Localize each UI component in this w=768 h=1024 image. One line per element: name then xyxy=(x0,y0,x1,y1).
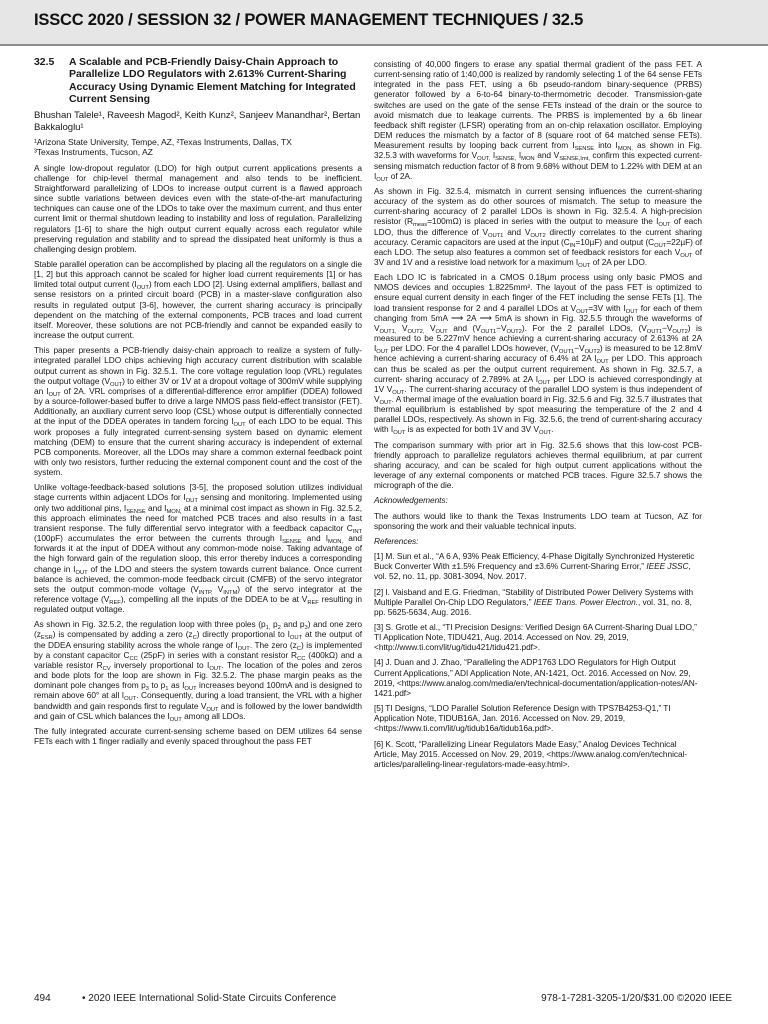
body-paragraph: As shown in Fig. 32.5.2, the regulation loop with three poles ($p_{1,}$ $p_2$ and $p_3$) and one zero $(z_{ESR})$ is compensated by adding a zero $(z_C)$ directly proportional to $I_{OUT}$ at the output of the DDEA ensuring stability across the whole range of $I_{OUT}$. The zero $(z_C)$ is implemented by a constant capacitor $C_{CC}$ (25pF) in series with a constant resistor $R_{CC}$ (400kΩ) and a variable resistor $R_{CV}$ inversely proportional to $I_{OUT}$. The location of the poles and zeros and bode plots for the loop are shown in Fig. 32.5.2. The phase margin peaks as the dominant pole changes from $p_3$ to $p_1$ as $I_{OUT}$ increases beyond 100mA and is designed to remain above 60° at all $I_{OUT}$. Consequently, during a load transient, the VRL with a higher bandwidth and gain responds first to regulate $V_{OUT}$ and is followed by the lower bandwidth and gain of CSL which balances the $I_{OUT}$ among all LDOs. xyxy=(34,619,362,723)
title-block xyxy=(34,56,362,105)
body-paragraph: A single low-dropout regulator (LDO) for high output current applications presents a challenge for chip-level thermal management and also tends to be inefficient. Straightforward parallelizing of LDOs to increase output current is a flawed approach since subtle variations between devices even with the state-of-the-art manufacturing techniques can cause one of the LDOs to take over the maximum current, and thus enter current limit or thermal shutdown leading to instability and loss of regulation. Parallelizing regulators [1-6] to share the high output current equally across each regulator while preserving regulation and stability and to spread the dissipated heat uniformly is thus a challenging design problem. xyxy=(34,162,362,254)
reference-item: [6] K. Scott, “Parallelizing Linear Regulators Made Easy,” Analog Devices Technical Article, May 2015. Accessed on Nov. 29, 2019, <https://www.analog.com/en/technical-articles/paralleling-linear-regulators-made-easy.html>. xyxy=(374,738,688,769)
reference-item: [4] J. Duan and J. Zhao, “Paralleling the ADP1763 LDO Regulators for High Output Current Applications,” ADI Application Note, AN-1421, Oct. 2016. Accessed on Nov. 29, 2019, <https://www.analog.com/media/en/technical-documentation/application-notes/AN-1421.pdf> xyxy=(374,657,698,698)
right-column xyxy=(374,59,702,774)
acknowledgements-heading: Acknowledgements: xyxy=(374,495,448,506)
paper-title: A Scalable and PCB-Friendly Daisy-Chain Approach to Parallelize LDO Regulators with 2.613% Current-Sharing Accuracy Using Dynamic Element Matching for Integrated Current Sensing xyxy=(69,56,356,105)
isbn-copyright: 978-1-7281-3205-1/20/$31.00 ©2020 IEEE xyxy=(541,993,732,1004)
body-paragraph: The comparison summary with prior art in Fig. 32.5.6 shows that this low-cost PCB-friendly approach to parallelize regulators achieves thermal equilibrium, at par current sharing accuracy, and can be scaled for high output current applications without the leverage of any external components or matched PCB traces. Figure 32.5.7 shows the micrograph of the die. xyxy=(374,439,702,491)
header-title: ISSCC 2020 / SESSION 32 / POWER MANAGEMENT TECHNIQUES / 32.5 xyxy=(34,11,584,29)
body-paragraph: The fully integrated accurate current-sensing scheme based on DEM utilizes 64 sense FETs each with 1 finger radially and evenly spaced throughout the pass FET xyxy=(34,725,362,747)
body-paragraph: Unlike voltage-feedback-based solutions [3-5], the proposed solution utilizes individual stage currents within adjacent LDOs for $I_{OUT}$ sensing and monitoring. Implemented using only two additional pins, $I_{SENSE}$ and $I_{MON,}$ at a minimal cost impact as shown in Fig. 32.5.2, this approach eliminates the need for matched PCB traces and also results in a fast transient response. The fully differential servo integrator with a feedback capacitor $C_{INT}$ (100pF) accumulates the error between the currents through $I_{SENSE}$ and $I_{MON,}$ and forwards it at the input of DDEA without any common-mode noise. Taking advantage of the high forward gain of the regulation sloop, this error thereby induces a corresponding change in $I_{OUT}$ of the LDO and steers the system towards current balance. Once current balance is achieved, the common-mode feedback circuit (CMFB) of the servo integrator sets the output common-mode voltage ($V_{INTP,}$ $V_{INTM}$) of the servo integrator at the reference voltage $(V_{REF})$, compelling all the inputs of the DDEA to be at $V_{REF}$ resulting in regulated output voltage. xyxy=(34,482,363,615)
section-number: 32.5 xyxy=(34,56,55,68)
reference-item: [2] I. Vaisband and E.G. Friedman, “Stability of Distributed Power Delivery Systems with Multiple Parallel On-Chip LDO Regulators,” IEEE Trans. Power Electron., vol. 31, no. 8, pp. 5625-5634, Aug. 2016. xyxy=(374,586,694,617)
running-header xyxy=(0,0,768,46)
body-paragraph: consisting of 40,000 fingers to erase any spatial thermal gradient of the pass FET. A current-sensing ratio of 1:40,000 is realized by randomly selecting 1 of the 64 sense FETs integrated in the pass FET, using a 6b pseudo-random binary-sequence (PRBS) generator followed by a 6-to-64 binary-to-thermometric decoder. Transmission-gate switches are used on the gate of the sense FETs instead of the drain or the source to avoid mismatch due to leakage currents. The PRBS is implemented by a 6b linear feedback shift register (LFSR) operating from an on-chip relaxation oscillator. Employing DEM reduces the mismatch by a factor of 8 (square root of 64 matched sense FETs). Measurement results by looping back current from $I_{SENSE}$ into $I_{MON,}$ as shown in Fig. 32.5.3 with waveforms for $V_{OUT,}$ $I_{SENSE,}$ $I_{MON}$ and $V_{SENSE,Imt,}$ confirm this expected current-sensing mismatch reduction factor of 8 from 9.68% without DEM to 1.22% with DEM at an $I_{OUT}$ of 2A. xyxy=(374,59,702,183)
body-paragraph: This paper presents a PCB-friendly daisy-chain approach to realize a system of fully-integrated parallel LDO chips achieving high accuracy current distribution with scalable output current as shown in Fig. 32.5.1. The core voltage regulation loop (VRL) regulates the output voltage $(V_{OUT})$ to either 3V or 1V at a dropout voltage of 300mV while supplying an $I_{OUT}$ of 2A. VRL comprises of a differential-difference error amplifier (DDEA) followed by a source-follower-based buffer to drive a large NMOS pass field-effect transistor (FET). Additionally, an auxiliary current servo loop (CSL) whose output is differentially connected at the input of the DDEA operates in tandem forcing $I_{OUT}$ of each LDO to be equal. This work proposes a fully integrated current-sensing system based on dynamic element matching (DEM) to ensure that the current sharing accuracy is independent of external PCB components. Moreover, all the LDOs may share a common external feedback point with only two resistors, further reducing the external component count and the cost of the system. xyxy=(34,345,362,478)
reference-item: [3] S. Grotle et al., “TI Precision Designs: Verified Design 6A Current-Sharing Dual LDO,” TI Application Note, TIDU421, Aug. 2014. Accessed on Nov. 29, 2019, <http://www.ti.com/lit/ug/tidu421/tidu421.pdf>. xyxy=(374,621,697,653)
left-column xyxy=(34,56,362,751)
body-paragraph: As shown in Fig. 32.5.4, mismatch in current sensing influences the current-sharing accuracy of the system as do other sources of mismatch. The setup to measure the current-sharing accuracy of 2 parallel LDOs is shown in Fig. 32.5.4. A high-precision resistor $(R_{meas}=100m\Omega)$ is placed in series with the output to measure the $I_{OUT}$ of each LDO, thus the difference of $V_{OUT1}$ and $V_{OUT2}$ directly correlates to the current sharing accuracy. Ceramic capacitors are used at the input $(C_{IN}=10\mu F)$ and output $(C_{OUT}=22\mu F)$ of each LDO. The setup also features a common set of feedback resistors for each $V_{OUT}$ of 3V and 1V and a resistive load network for a maximum $I_{OUT}$ of 2A per LDO. xyxy=(374,185,702,269)
affiliation-line: ¹Arizona State University, Tempe, AZ, ²Texas Instruments, Dallas, TX xyxy=(34,137,292,148)
page-number: 494 xyxy=(34,993,51,1004)
body-paragraph: Each LDO IC is fabricated in a CMOS 0.18µm process using only basic PMOS and NMOS devices and occupies 1.8225mm². The layout of the pass FET is optimized to ensure equal current density in each finger of the FET including the sense FETs [1]. The load transient response for 2 and 4 parallel LDOs at $V_{OUT}=3V$ with $I_{OUT}$ for each of them changing from 5mA ⟶ 2A ⟶ 5mA is shown in Fig. 32.5.5 through the waveforms of $V_{OUT1,}$ $V_{OUT2,}$ $V_{OUT}$ and $(V_{OUT1}-V_{OUT2})$. For the 2 parallel LDOs, $(V_{OUT1}-V_{OUT2})$ is measured to be 5.227mV hence achieving a current-sharing accuracy of 2.613% at 2A $I_{OUT}$ per LDO. For the 4 parallel LDOs however, $(V_{OUT1}-V_{OUT2})$ is measured to be 12.8mV hence achieving a current-sharing accuracy of 6.4% at 2A $I_{OUT}$ per LDO. This approach can thus be scaled as per the output current requirement. As shown in Fig. 32.5.7, a current- sharing accuracy of 2.789% at 2A $I_{OUT}$ per LDO is achieved correspondingly at 1V $V_{OUT}$. The current-sharing accuracy of the parallel LDO system is thus independent of $V_{OUT}$. A thermal image of the evaluation board in Fig. 32.5.6 and Fig. 32.5.7 illustrates that thermal equilibrium is established by spot measuring the temperature of the 2 and 4 parallel LDOs, respectively. As shown in Fig. 32.5.6, the trend of current-sharing accuracy with $I_{OUT}$ is as expected for both 1V and 3V $V_{OUT}$. xyxy=(374,272,703,437)
reference-item: [5] TI Designs, “LDO Parallel Solution Reference Design with TPS7B4253-Q1,” TI Application Note, TIDUB16A, Jan. 2016. Accessed on Nov. 29, 2019, <https://www.ti.com/lit/ug/tidub16a/tidub16a.pdf>. xyxy=(374,703,671,734)
body-paragraph: Stable parallel operation can be accomplished by placing all the regulators on a single die [1, 2] but this approach cannot be scaled for higher load current requirements [1] or has limited total output current $(I_{OUT})$ from each LDO [2]. Using external amplifiers, ballast and sense resistors on a printed circuit board (PCB) in a master-slave configuration also results in regulated output [3-6], however, the current sharing accuracy is principally dependent on the matching of the external components, PCB traces and load current itself. Moreover, these solutions are not PCB-friendly and cannot be expanded easily to increase the output current. xyxy=(34,259,362,341)
page-footer xyxy=(0,990,768,1010)
references-heading: References: xyxy=(374,535,419,546)
reference-item: [1] M. Sun et al., “A 6 A, 93% Peak Efficiency, 4-Phase Digitally Synchronized Hysteretic Buck Converter With ±1.5% Frequency and ±3.6% Current-Sharing Error,” IEEE JSSC, vol. 52, no. 11, pp. 3081-3094, Nov. 2017. xyxy=(374,551,695,582)
conference-name: • 2020 IEEE International Solid-State Circuits Conference xyxy=(82,993,337,1004)
affiliation-line: ³Texas Instruments, Tucson, AZ xyxy=(34,147,153,158)
acknowledgements-text: The authors would like to thank the Texas Instruments LDO team at Tucson, AZ for sponsoring the work and their valuable technical inputs. xyxy=(374,510,702,531)
author-list: Bhushan Talele¹, Raveesh Magod², Keith Kunz², Sanjeev Manandhar², Bertan Bakkaloglu¹ xyxy=(34,110,361,133)
affiliations xyxy=(34,137,362,157)
